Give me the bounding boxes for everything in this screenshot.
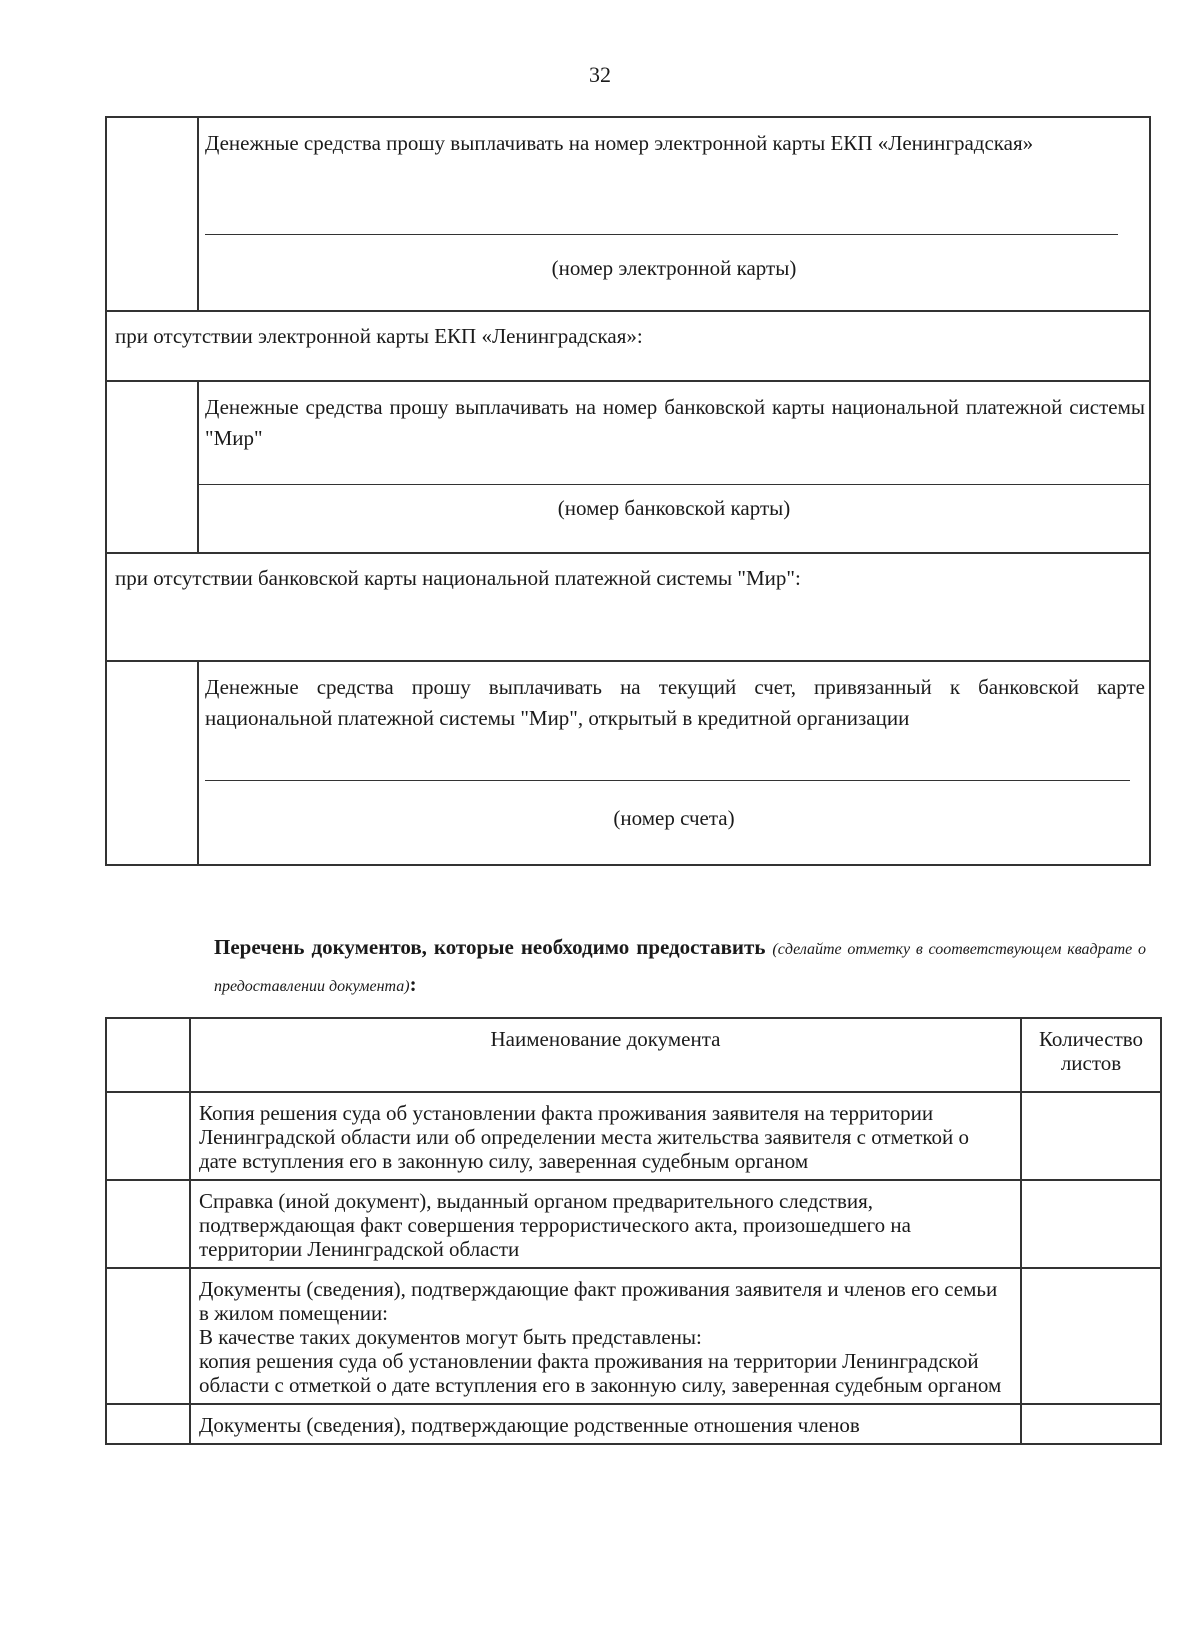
no-bank-card-row [105, 552, 1151, 662]
account-input-line[interactable] [205, 780, 1130, 781]
table-row [106, 1180, 1161, 1268]
table-row [106, 1092, 1161, 1180]
document-sheet-count[interactable] [1021, 1404, 1161, 1444]
bank-card-caption: (номер банковской карты) [557, 496, 791, 520]
documents-heading [214, 930, 1146, 1004]
bank-card-text: Денежные средства прошу выплачивать на номер банковской карты национальной платежной системы "Мир" [205, 395, 1145, 450]
no-electronic-card-intro: при отсутствии электронной карты ЕКП «Ленинградская»: [115, 324, 643, 348]
checkbox-column-divider [197, 382, 199, 552]
documents-heading-colon: : [409, 972, 417, 996]
account-text: Денежные средства прошу выплачивать на текущий счет, привязанный к банковской карте национальной платежной системы "Мир", открытый в кредитной организации [205, 675, 1145, 730]
account-block [105, 660, 1151, 866]
document-checkbox[interactable] [106, 1180, 190, 1268]
electronic-card-input-line[interactable] [205, 234, 1118, 235]
document-name: Документы (сведения), подтверждающие родственные отношения членов [190, 1404, 1021, 1444]
documents-heading-note: (сделайте отметку в соответствующем квадрате о предоставлении документа) [214, 941, 1146, 995]
electronic-card-block [105, 116, 1151, 312]
electronic-card-text: Денежные средства прошу выплачивать на номер электронной карты ЕКП «Ленинградская» [205, 131, 1034, 155]
bank-card-block [105, 380, 1151, 554]
documents-table [105, 1017, 1162, 1445]
table-row [106, 1404, 1161, 1444]
document-name: Справка (иной документ), выданный органом предварительного следствия, подтверждающая факт совершения террористического акта, произошедшего на территории Ленинградской области [190, 1180, 1021, 1268]
account-caption: (номер счета) [613, 806, 735, 830]
document-name: Документы (сведения), подтверждающие факт проживания заявителя и членов его семьи в жилом помещении: В качестве таких документов могут быть представлены: копия решения суда об установлении факта проживания на территории Ленинградской области с отметкой о дате вступления его в законную силу, заверенная судебным органом [190, 1268, 1021, 1404]
documents-heading-bold: Перечень документов, которые необходимо предоставить [214, 935, 766, 959]
header-checkbox-column [106, 1018, 190, 1092]
no-bank-card-intro: при отсутствии банковской карты национальной платежной системы "Мир": [115, 566, 801, 590]
checkbox-column-divider [197, 662, 199, 864]
document-checkbox[interactable] [106, 1268, 190, 1404]
bank-card-input-line[interactable] [197, 484, 1149, 485]
document-sheet-count[interactable] [1021, 1268, 1161, 1404]
electronic-card-caption: (номер электронной карты) [551, 256, 797, 280]
document-name: Копия решения суда об установлении факта проживания заявителя на территории Ленинградской области или об определении места жительства заявителя с отметкой о дате вступления его в законную силу, заверенная судебным органом [190, 1092, 1021, 1180]
header-sheet-count: Количество листов [1021, 1018, 1161, 1092]
checkbox-column-divider [197, 118, 199, 310]
document-sheet-count[interactable] [1021, 1180, 1161, 1268]
document-checkbox[interactable] [106, 1092, 190, 1180]
document-sheet-count[interactable] [1021, 1092, 1161, 1180]
table-header-row [106, 1018, 1161, 1092]
document-checkbox[interactable] [106, 1404, 190, 1444]
header-document-name: Наименование документа [190, 1018, 1021, 1092]
no-electronic-card-row [105, 310, 1151, 382]
table-row [106, 1268, 1161, 1404]
page-number: 32 [589, 62, 611, 87]
